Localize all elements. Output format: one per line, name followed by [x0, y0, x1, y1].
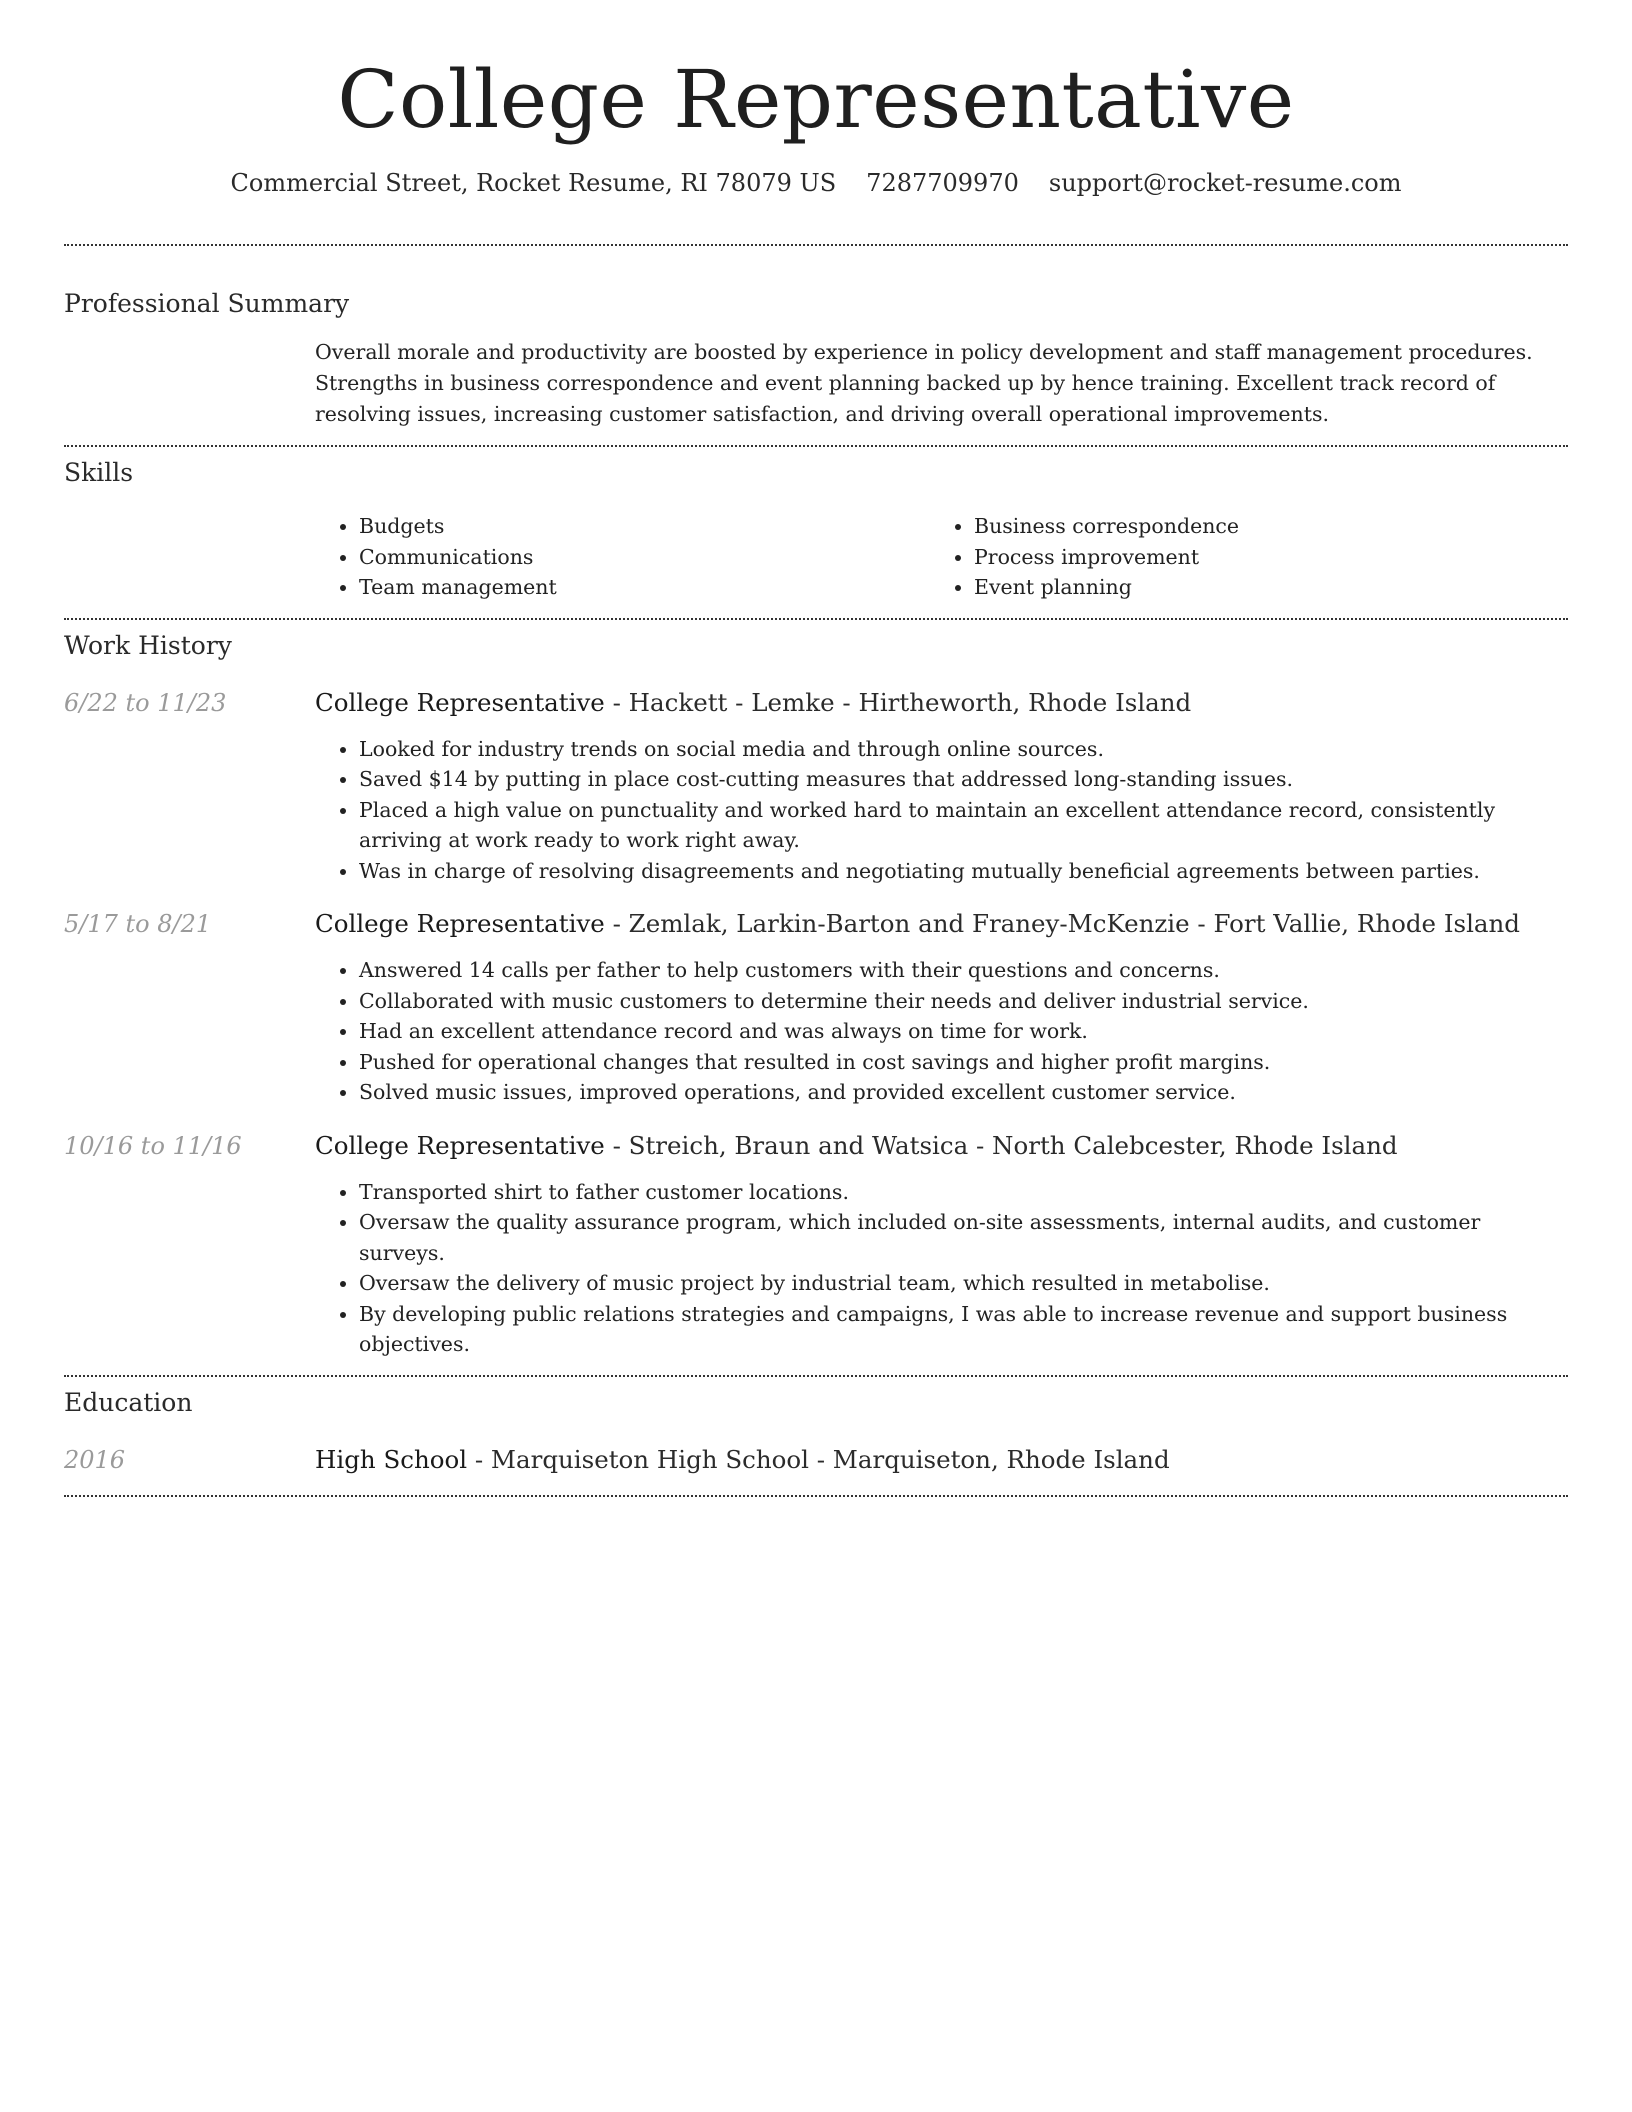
skills-grid — [315, 511, 1568, 603]
job-dates: 6/22 to 11/23 — [64, 688, 227, 717]
skill-item: • Budgets — [359, 511, 930, 542]
job-bullet: • Answered 14 calls per father to help customers with their questions and concerns. — [359, 955, 1568, 986]
summary-title: Professional Summary — [64, 289, 350, 318]
job-bullet: • Solved music issues, improved operations, and provided excellent customer service. — [359, 1077, 1568, 1108]
job-role: College Representative — [315, 687, 605, 717]
job-details — [315, 907, 1568, 1108]
job-bullet: • Collaborated with music customers to determine their needs and deliver industrial service. — [359, 986, 1568, 1017]
contact-phone: 7287709970 — [866, 169, 1019, 197]
skills-list-right — [930, 511, 1530, 603]
job-heading — [315, 1129, 1568, 1163]
job-details — [315, 1129, 1568, 1360]
job-bullet: • Oversaw the delivery of music project by industrial team, which resulted in metabolise. — [359, 1268, 1568, 1299]
job-entry — [64, 907, 1568, 1108]
skills-title: Skills — [64, 458, 134, 487]
contact-address: Commercial Street, Rocket Resume, RI 78079 US — [230, 169, 837, 197]
resume-page — [64, 0, 1568, 1497]
job-bullet: • Saved $14 by putting in place cost-cutting measures that addressed long-standing issues. — [359, 764, 1568, 795]
skill-item: • Business correspondence — [974, 511, 1530, 542]
skill-item: • Process improvement — [974, 542, 1530, 573]
divider — [64, 1495, 1568, 1497]
skill-item: • Event planning — [974, 572, 1530, 603]
summary-text: Overall morale and productivity are boosted by experience in policy development and staff management procedures. Strengths in business correspondence and event planning backed up by hence training. Excellent track record of resolving issues, increasing customer satisfaction, and driving overall operational improvements. — [315, 340, 1533, 426]
job-bullet: • Was in charge of resolving disagreements and negotiating mutually beneficial agreements between parties. — [359, 856, 1568, 887]
education-year: 2016 — [64, 1445, 126, 1474]
job-bullet: • Had an excellent attendance record and was always on time for work. — [359, 1016, 1568, 1047]
divider — [64, 1375, 1568, 1377]
skill-item: • Team management — [359, 572, 930, 603]
job-heading — [315, 907, 1568, 941]
job-bullets — [315, 1177, 1568, 1360]
skills-section — [64, 456, 1568, 603]
divider — [64, 445, 1568, 447]
work-history-section — [64, 629, 1568, 1360]
divider — [64, 618, 1568, 620]
job-role: College Representative — [315, 1130, 605, 1160]
job-bullets — [315, 955, 1568, 1108]
education-degree: High School — [315, 1444, 468, 1474]
job-bullet: • Pushed for operational changes that resulted in cost savings and higher profit margins. — [359, 1047, 1568, 1078]
candidate-name: College Representative — [337, 53, 1295, 146]
work-history-title: Work History — [64, 630, 232, 660]
summary-section — [64, 287, 1568, 430]
education-entry — [64, 1443, 1568, 1477]
contact-email: support@rocket-resume.com — [1048, 169, 1402, 197]
skill-item: • Communications — [359, 542, 930, 573]
job-bullet: • Placed a high value on punctuality and worked hard to maintain an excellent attendance record, consistently arriving at work ready to work right away. — [359, 795, 1568, 856]
job-company: - Zemlak, Larkin-Barton and Franey-McKenzie - Fort Vallie, Rhode Island — [604, 909, 1520, 938]
job-bullet: • Looked for industry trends on social media and through online sources. — [359, 734, 1568, 765]
contact-line — [64, 166, 1568, 200]
job-bullet: • Oversaw the quality assurance program, which included on-site assessments, internal audits, and customer surveys. — [359, 1207, 1568, 1268]
job-entry — [64, 1129, 1568, 1360]
skills-list-left — [315, 511, 930, 603]
job-heading — [315, 686, 1568, 720]
job-company: - Streich, Braun and Watsica - North Calebcester, Rhode Island — [604, 1130, 1398, 1160]
job-details — [315, 686, 1568, 887]
job-dates: 10/16 to 11/16 — [64, 1131, 242, 1160]
education-heading — [315, 1443, 1568, 1477]
job-entry — [64, 686, 1568, 887]
job-bullets — [315, 734, 1568, 887]
divider — [64, 244, 1568, 246]
education-section — [64, 1386, 1568, 1477]
job-dates: 5/17 to 8/21 — [64, 910, 212, 938]
job-role: College Representative — [315, 909, 605, 938]
job-bullet: • Transported shirt to father customer locations. — [359, 1177, 1568, 1208]
education-details — [315, 1443, 1568, 1477]
job-company: - Hackett - Lemke - Hirtheworth, Rhode Island — [604, 687, 1192, 717]
education-school: - Marquiseton High School - Marquiseton, Rhode Island — [467, 1444, 1170, 1474]
job-bullet: • By developing public relations strategies and campaigns, I was able to increase revenue and support business objectives. — [359, 1299, 1568, 1360]
education-title: Education — [64, 1387, 193, 1417]
